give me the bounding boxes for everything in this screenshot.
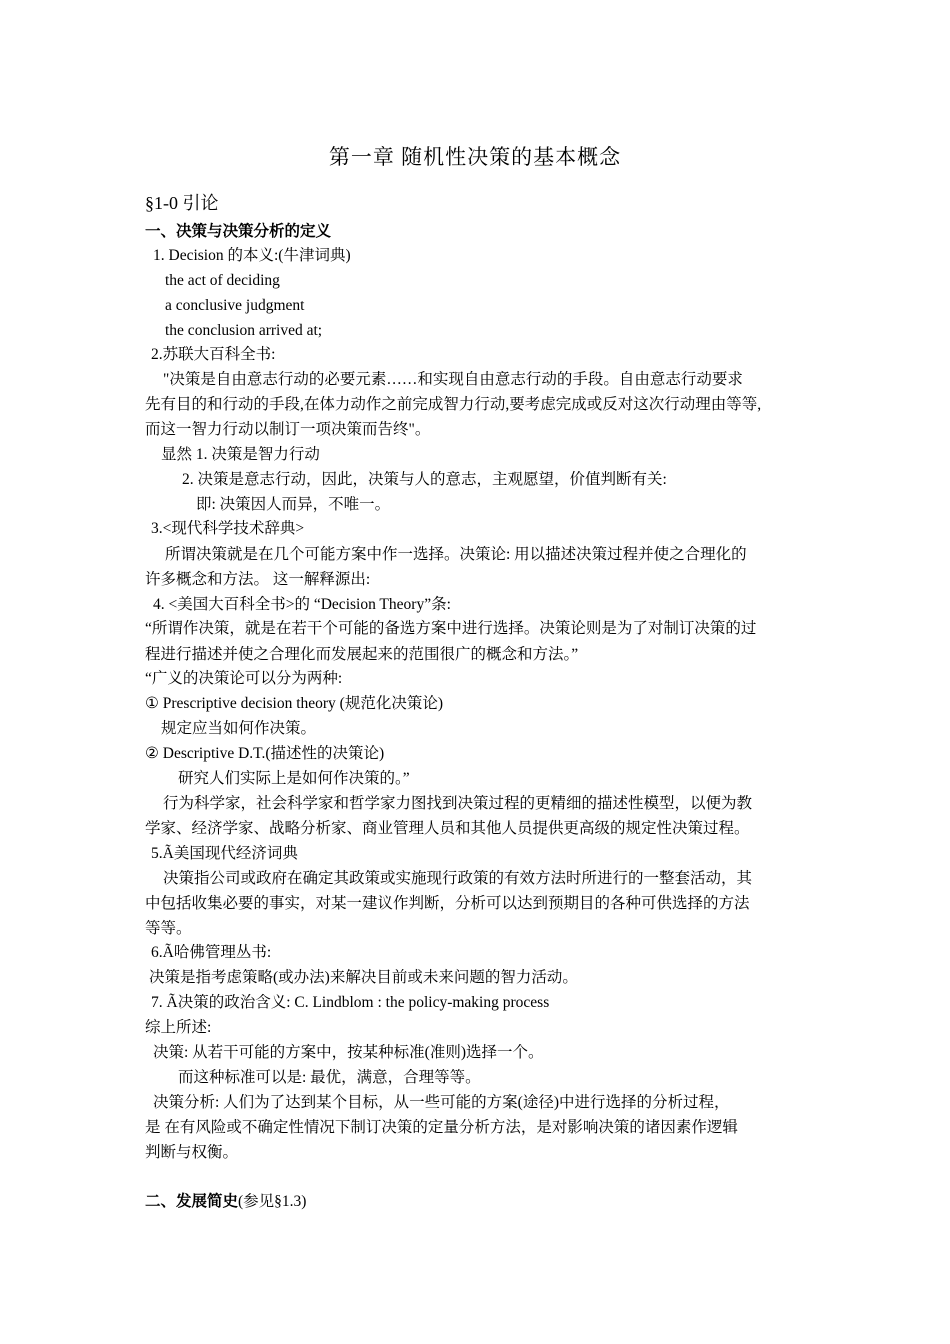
body-line: ① Prescriptive decision theory (规范化决策论) xyxy=(145,695,444,712)
section-heading: §1-0 引论 xyxy=(145,193,219,213)
body-line: 而这种标准可以是: 最优，满意，合理等等。 xyxy=(178,1069,481,1086)
body-line: 中包括收集必要的事实，对某一建议作判断，分析可以达到预期目的各种可供选择的方法 xyxy=(145,895,750,912)
body-line: a conclusive judgment xyxy=(165,297,305,314)
body-line: 决策是指考虑策略(或办法)来解决目前或未来问题的智力活动。 xyxy=(149,969,578,986)
chapter-title: 第一章 随机性决策的基本概念 xyxy=(328,145,622,169)
body-line: 显然 1. 决策是智力行动 xyxy=(161,446,320,463)
body-line: 而这一智力行动以制订一项决策而告终"。 xyxy=(145,421,431,438)
body-line: 决策指公司或政府在确定其政策或实施现行政策的有效方法时所进行的一整套活动，其 xyxy=(163,870,753,887)
body-line: 6.Ã哈佛管理丛书: xyxy=(151,944,272,961)
heading-2-title: 二、发展简史 xyxy=(145,1193,239,1210)
body-line: 5.Ã美国现代经济词典 xyxy=(151,845,298,862)
body-line: 等等。 xyxy=(145,920,192,937)
heading-2-reference: (参见§1.3) xyxy=(238,1193,307,1210)
body-line: 1. Decision 的本义:(牛津词典) xyxy=(153,247,351,264)
body-line: 2. 决策是意志行动，因此，决策与人的意志，主观愿望，价值判断有关: xyxy=(182,471,667,488)
body-line: 决策: 从若干可能的方案中，按某种标准(准则)选择一个。 xyxy=(153,1044,544,1061)
body-line: 行为科学家，社会科学家和哲学家力图找到决策过程的更精细的描述性模型，以便为教 xyxy=(163,795,753,812)
heading-2 xyxy=(145,1192,306,1212)
body-line: 综上所述: xyxy=(145,1019,212,1036)
body-line: 2.苏联大百科全书: xyxy=(151,346,276,363)
body-line: 学家、经济学家、战略分析家、商业管理人员和其他人员提供更高级的规定性决策过程。 xyxy=(145,820,750,837)
body-line: the conclusion arrived at; xyxy=(165,322,323,339)
body-line: 决策分析: 人们为了达到某个目标，从一些可能的方案(途径)中进行选择的分析过程， xyxy=(153,1094,730,1111)
body-line: 判断与权衡。 xyxy=(145,1144,239,1161)
body-line: 7. Ã决策的政治含义: C. Lindblom : the policy-making process xyxy=(151,994,550,1011)
body-line: 即: 决策因人而异，不唯一。 xyxy=(196,496,391,513)
body-line: "决策是自由意志行动的必要元素……和实现自由意志行动的手段。自由意志行动要求 xyxy=(163,371,743,388)
body-line: 研究人们实际上是如何作决策的。” xyxy=(178,770,410,787)
body-line: 程进行描述并使之合理化而发展起来的范围很广的概念和方法。” xyxy=(145,646,579,663)
heading-1: 一、决策与决策分析的定义 xyxy=(145,223,332,240)
body-line: ② Descriptive D.T.(描述性的决策论) xyxy=(145,745,385,762)
body-line: 4. <美国大百科全书>的 “Decision Theory”条: xyxy=(153,596,451,613)
body-line: 3.<现代科学技术辞典> xyxy=(151,520,305,537)
body-line: “所谓作决策，就是在若干个可能的备选方案中进行选择。决策论则是为了对制订决策的过 xyxy=(145,620,757,637)
body-line: 所谓决策就是在几个可能方案中作一选择。决策论: 用以描述决策过程并使之合理化的 xyxy=(165,546,747,563)
body-line: 许多概念和方法。 这一解释源出: xyxy=(145,571,371,588)
body-line: 先有目的和行动的手段,在体力动作之前完成智力行动,要考虑完成或反对这次行动理由等等, xyxy=(145,396,762,413)
body-line: the act of deciding xyxy=(165,272,280,289)
body-line: 规定应当如何作决策。 xyxy=(161,720,317,737)
body-line: “广义的决策论可以分为两种: xyxy=(145,670,343,687)
body-line: 是 在有风险或不确定性情况下制订决策的定量分析方法，是对影响决策的诸因素作逻辑 xyxy=(145,1119,738,1136)
